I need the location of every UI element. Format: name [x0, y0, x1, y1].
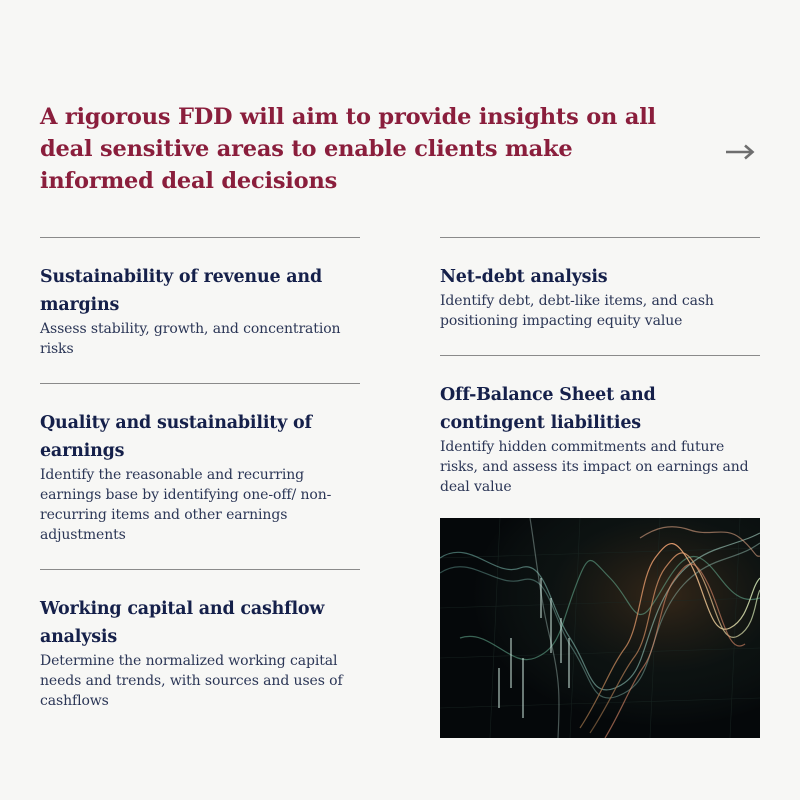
section-title: Off-Balance Sheet and contingent liabilities	[440, 385, 656, 433]
right-column	[440, 237, 760, 521]
revenue-margins-section	[40, 237, 360, 383]
left-column	[40, 237, 360, 735]
net-debt-section	[440, 237, 760, 355]
section-description: Determine the normalized working capital needs and trends, with sources and uses of cashflows	[40, 653, 343, 709]
stock-chart-photo	[440, 518, 760, 738]
headline: A rigorous FDD will aim to provide insights on all deal sensitive areas to enable clients make informed deal decisions	[40, 104, 656, 194]
section-title: Working capital and cashflow analysis	[40, 599, 325, 647]
off-balance-sheet-section	[440, 355, 760, 521]
working-capital-section	[40, 569, 360, 735]
section-description: Assess stability, growth, and concentration risks	[40, 321, 341, 357]
section-title: Sustainability of revenue and margins	[40, 267, 322, 315]
section-title: Net-debt analysis	[440, 267, 608, 287]
section-description: Identify the reasonable and recurring earnings base by identifying one-off/ non-recurring items and other earnings adjustments	[40, 467, 332, 543]
section-title: Quality and sustainability of earnings	[40, 413, 312, 461]
section-description: Identify debt, debt-like items, and cash positioning impacting equity value	[440, 293, 714, 329]
earnings-quality-section	[40, 383, 360, 569]
arrow-right-icon[interactable]	[724, 139, 756, 165]
section-description: Identify hidden commitments and future risks, and assess its impact on earnings and deal value	[440, 439, 749, 495]
stock-chart-illustration	[440, 518, 760, 738]
